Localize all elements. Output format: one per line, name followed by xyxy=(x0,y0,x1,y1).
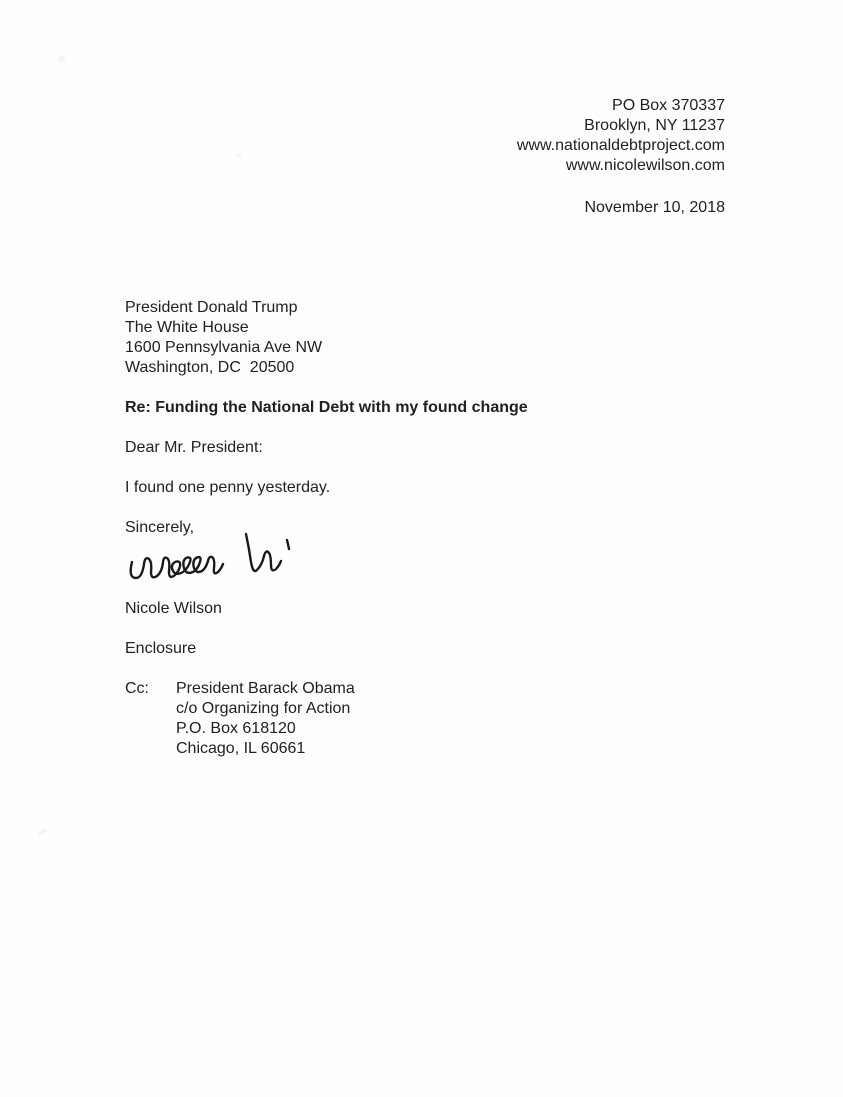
signature-scribble xyxy=(131,557,223,578)
cc-block xyxy=(125,679,355,759)
signer-name: Nicole Wilson xyxy=(125,600,222,617)
scan-artifact xyxy=(38,828,48,835)
body-text: I found one penny yesterday. xyxy=(125,479,331,496)
cc-line: c/o Organizing for Action xyxy=(176,700,351,717)
date-line: November 10, 2018 xyxy=(584,199,725,216)
recipient-line: 1600 Pennsylvania Ave NW xyxy=(125,339,323,356)
recipient-line: President Donald Trump xyxy=(125,299,298,316)
recipient-line: The White House xyxy=(125,319,249,336)
sender-website: www.nicolewilson.com xyxy=(565,157,725,174)
cc-address xyxy=(176,679,355,759)
scan-artifact xyxy=(236,153,242,157)
enclosure-note: Enclosure xyxy=(125,640,197,657)
sender-line: PO Box 370337 xyxy=(612,97,725,114)
subject-line: Re: Funding the National Debt with my found change xyxy=(125,399,528,416)
recipient-line: Washington, DC 20500 xyxy=(125,359,295,376)
signature-tick xyxy=(287,540,289,549)
sender-address-block xyxy=(517,96,725,176)
recipient-address-block xyxy=(125,298,322,378)
sender-line: Brooklyn, NY 11237 xyxy=(584,117,725,134)
cc-label: Cc: xyxy=(125,680,149,697)
signature-image xyxy=(118,528,318,598)
cc-line: Chicago, IL 60661 xyxy=(176,740,306,757)
signature-tall-stroke xyxy=(246,534,281,571)
cc-line: President Barack Obama xyxy=(176,680,355,697)
scan-artifact xyxy=(58,56,65,62)
closing: Sincerely, xyxy=(125,519,195,536)
cc-line: P.O. Box 618120 xyxy=(176,720,296,737)
salutation: Dear Mr. President: xyxy=(125,439,263,456)
sender-website: www.nationaldebtproject.com xyxy=(516,137,725,154)
